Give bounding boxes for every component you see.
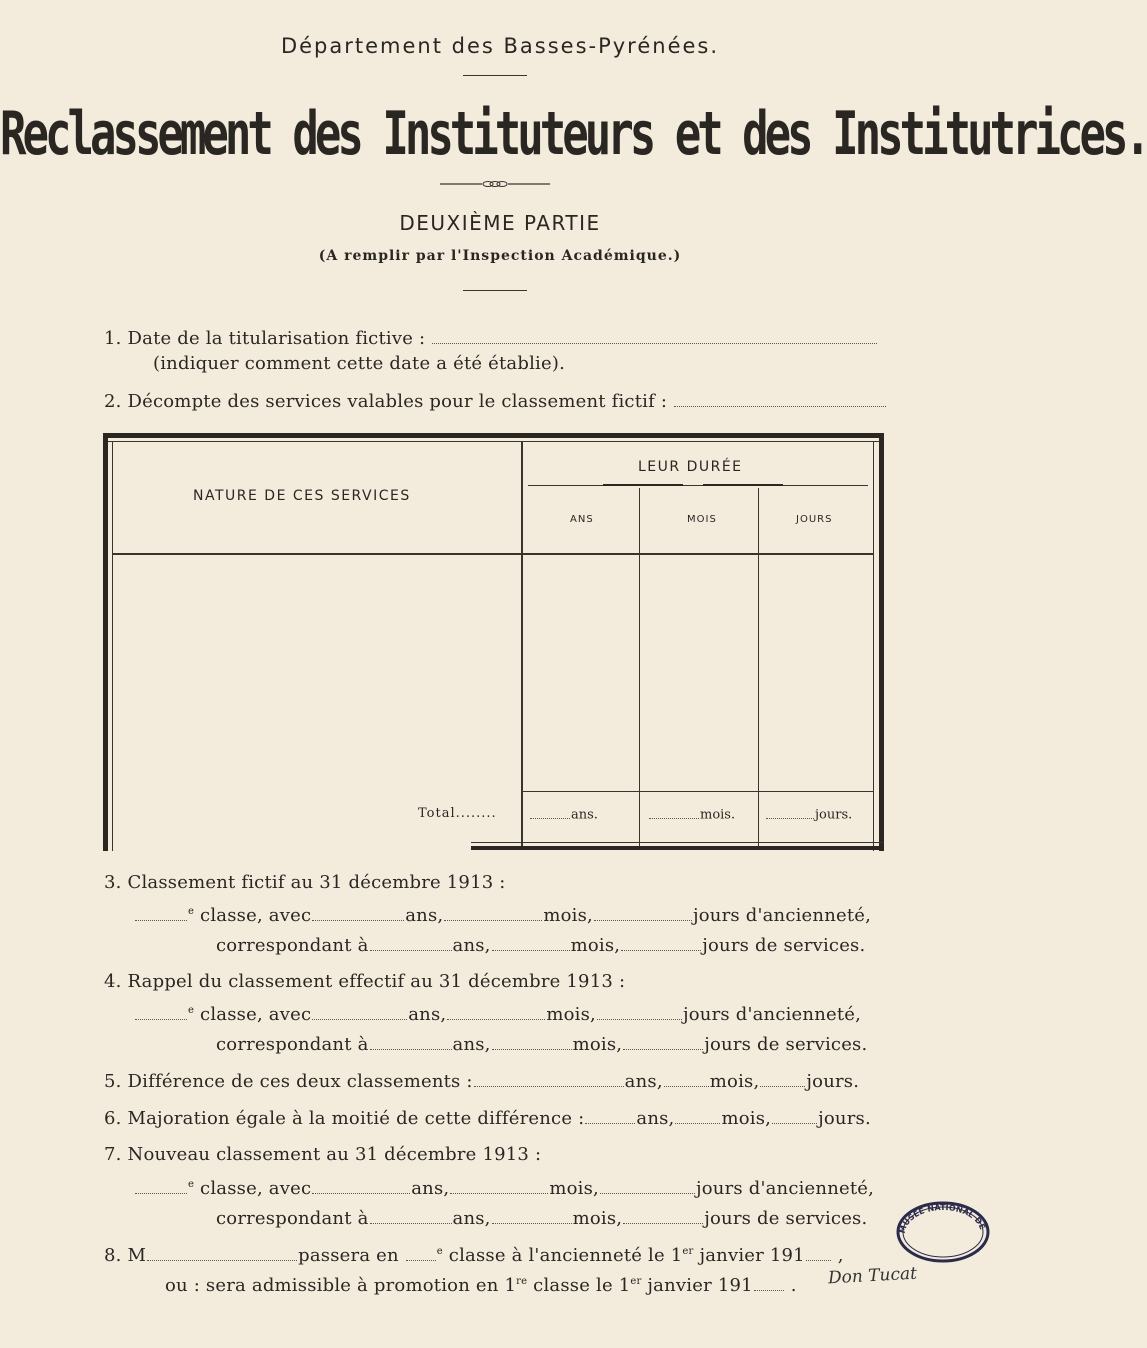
part-heading: DEUXIÈME PARTIE: [399, 211, 601, 235]
item-8-line2: ou : sera admissible à promotion en 1re classe le 1er janvier 191 .: [165, 1275, 797, 1297]
item-7: 7. Nouveau classement au 31 décembre 1913 :: [104, 1144, 542, 1165]
total-label: Total........: [418, 806, 497, 821]
item-1-note: (indiquer comment cette date a été établie).: [153, 353, 565, 374]
item-2: 2. Décompte des services valables pour le classement fictif :: [104, 390, 887, 412]
item-3-row2: correspondant à ans, mois, jours de services.: [216, 935, 866, 957]
total-jours: jours.: [765, 806, 852, 823]
item-6: 6. Majoration égale à la moitié de cette différence : ans, mois, jours.: [104, 1108, 871, 1130]
ornament-divider: [440, 172, 550, 178]
subtitle: (A remplir par l'Inspection Académique.): [318, 248, 682, 264]
item-4: 4. Rappel du classement effectif au 31 décembre 1913 :: [104, 971, 626, 992]
services-table: [103, 433, 884, 851]
item-7-row2: correspondant à ans, mois, jours de services.: [216, 1208, 868, 1230]
main-title: Reclassement des Instituteurs et des Institutrices.: [0, 100, 1147, 169]
divider: [463, 290, 527, 291]
department-heading: Département des Basses-Pyrénées.: [280, 34, 720, 58]
svg-text:MUSÉE NATIONAL DE L'ÉDUCATION: MUSÉE NATIONAL DE: [897, 1202, 988, 1235]
item-1: 1. Date de la titularisation fictive :: [104, 327, 878, 349]
handwritten-signature: Don Tucat: [827, 1263, 918, 1289]
mois-header: MOIS: [687, 514, 717, 525]
nature-header: NATURE DE CES SERVICES: [193, 488, 411, 504]
item-4-row2: correspondant à ans, mois, jours de services.: [216, 1034, 868, 1056]
item-3: 3. Classement fictif au 31 décembre 1913 :: [104, 872, 506, 893]
item-7-row1: $^e$ classe, avec ans, mois, jours d'ancienneté,: [134, 1177, 874, 1199]
item-4-row1: $^e$ classe, avec ans, mois, jours d'ancienneté,: [134, 1003, 861, 1025]
divider: [463, 75, 527, 76]
total-mois: mois.: [648, 806, 735, 823]
item-8: 8. M passera en $^e$ classe à l'ancienneté le 1er janvier 191 ,: [104, 1245, 844, 1267]
total-ans: ans.: [529, 806, 598, 823]
item-3-row1: $^e$ classe, avec ans, mois, jours d'ancienneté,: [134, 904, 871, 926]
jours-header: JOURS: [796, 514, 833, 525]
ans-header: ANS: [570, 514, 594, 525]
item-5: 5. Différence de ces deux classements : ans, mois, jours.: [104, 1071, 860, 1093]
museum-stamp: [895, 1200, 991, 1264]
duree-header: LEUR DURÉE: [638, 459, 743, 475]
